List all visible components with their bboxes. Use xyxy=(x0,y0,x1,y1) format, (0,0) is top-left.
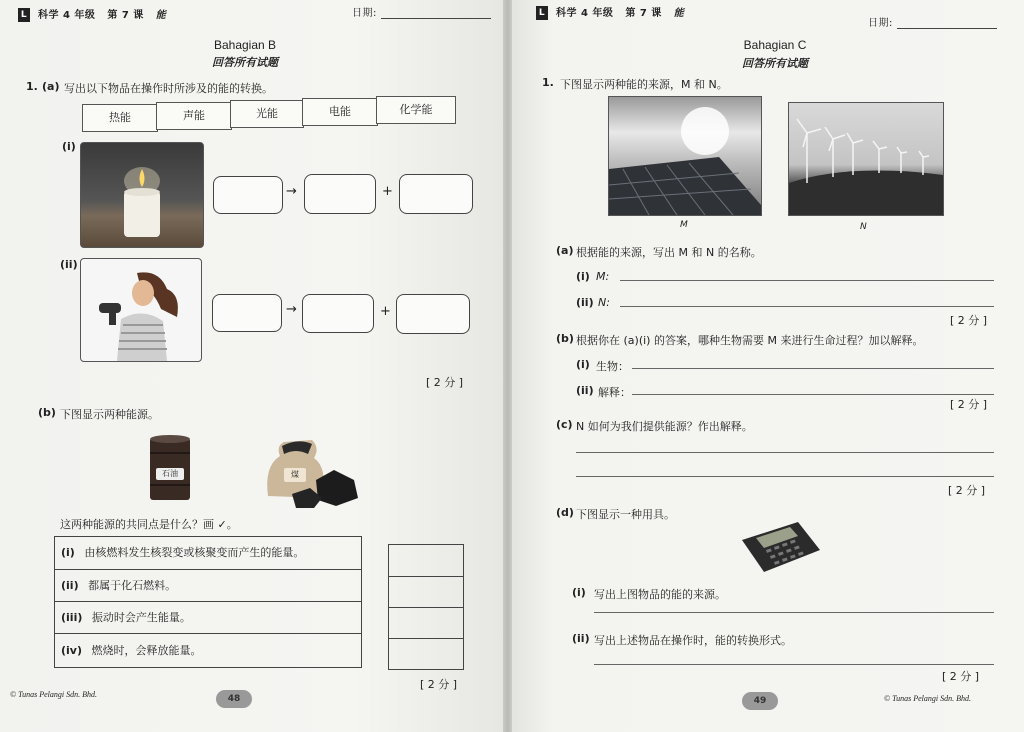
tick-cell-iv[interactable] xyxy=(389,638,463,670)
candle-photo xyxy=(80,142,204,248)
answer-line-m[interactable] xyxy=(620,280,994,281)
answer-box-i-3[interactable] xyxy=(399,174,473,214)
part-a-ii-label: N: xyxy=(598,296,610,309)
question-intro: 下图显示两种能的来源，M 和 N。 xyxy=(560,78,728,91)
header-chapter: 第 7 课 xyxy=(107,10,144,21)
part-d-i-text: 写出上图物品的能的来源。 xyxy=(594,588,726,601)
answer-line-organism[interactable] xyxy=(632,368,994,369)
right-page xyxy=(512,0,1024,732)
label-m: M xyxy=(680,220,688,230)
energy-option-heat: 热能 xyxy=(82,104,158,132)
hairdryer-photo xyxy=(80,258,202,362)
part-d-ii: (ii) xyxy=(572,632,590,645)
answer-line-d-i[interactable] xyxy=(594,612,994,613)
item-ii-label: (ii) xyxy=(60,258,78,271)
tick-cell-i[interactable] xyxy=(389,545,463,576)
coal-sack xyxy=(262,436,362,510)
plus-ii: + xyxy=(380,304,391,319)
page-number: 49 xyxy=(742,692,778,710)
mark-b: [ 2 分 ] xyxy=(420,678,458,691)
part-b-text: 根据你在 (a)(i) 的答案，哪种生物需要 M 来进行生命过程？加以解释。 xyxy=(576,334,924,347)
choice-text: 燃烧时，会释放能量。 xyxy=(91,644,202,657)
energy-option-light: 光能 xyxy=(230,100,304,128)
answer-box-ii-1[interactable] xyxy=(212,294,282,332)
footer-copyright: © Tunas Pelangi Sdn. Bhd. xyxy=(884,694,971,703)
choice-num: (iv) xyxy=(61,644,82,657)
choice-num: (iii) xyxy=(61,611,83,624)
question-number: 1. xyxy=(542,76,554,89)
answer-box-ii-2[interactable] xyxy=(302,294,374,333)
oil-barrel xyxy=(148,434,192,504)
choice-row-iii xyxy=(55,601,361,633)
calculator-icon xyxy=(738,518,822,576)
part-b-text: 下图显示两种能源。 xyxy=(60,408,159,421)
part-a-text: 根据能的来源，写出 M 和 N 的名称。 xyxy=(576,246,762,259)
part-b-ii: (ii) xyxy=(576,384,594,397)
arrow-ii: → xyxy=(286,302,297,317)
date-field xyxy=(868,14,997,29)
answer-line-d-ii[interactable] xyxy=(594,664,994,665)
plus-i: + xyxy=(382,184,393,199)
mark-b: [ 2 分 ] xyxy=(950,398,988,411)
choice-text: 都属于化石燃料。 xyxy=(88,579,177,592)
page-header-right xyxy=(536,4,684,20)
mark-c: [ 2 分 ] xyxy=(948,484,986,497)
choice-row-iv xyxy=(55,633,361,666)
section-title: Bahagian B xyxy=(213,38,277,52)
energy-option-sound: 声能 xyxy=(156,102,232,130)
date-label: 日期: xyxy=(352,8,377,19)
header-chapter: 第 7 课 xyxy=(625,8,662,19)
answer-line-explain[interactable] xyxy=(632,394,994,395)
part-a-instruction: 写出以下物品在操作时所涉及的能的转换。 xyxy=(64,82,273,95)
choice-num: (ii) xyxy=(61,579,79,592)
calculator-image xyxy=(738,518,822,576)
left-page xyxy=(0,0,505,732)
part-b-label: (b) xyxy=(556,332,574,345)
part-d-label: (d) xyxy=(556,506,574,519)
tick-cell-iii[interactable] xyxy=(389,607,463,639)
energy-option-chemical: 化学能 xyxy=(376,96,456,124)
header-topic: 能 xyxy=(155,10,167,21)
choice-row-i xyxy=(55,537,361,569)
page-header-left xyxy=(18,6,166,22)
part-d-ii-text: 写出上述物品在操作时，能的转换形式。 xyxy=(594,634,792,647)
choice-text: 振动时会产生能量。 xyxy=(91,611,191,624)
choice-row-ii xyxy=(55,569,361,601)
section-subtitle: 回答所有试题 xyxy=(742,57,808,70)
header-topic: 能 xyxy=(673,8,685,19)
date-field xyxy=(352,4,491,19)
question-number: 1. xyxy=(26,80,38,93)
part-a-label: (a) xyxy=(42,80,60,93)
wind-turbine-icon xyxy=(789,103,943,215)
part-a-label: (a) xyxy=(556,244,574,257)
part-a-i-label: M: xyxy=(596,270,610,283)
answer-line-n[interactable] xyxy=(620,306,994,307)
choice-num: (i) xyxy=(61,546,75,559)
date-line xyxy=(897,18,997,29)
energy-option-electric: 电能 xyxy=(302,98,378,126)
answer-line-c-1[interactable] xyxy=(576,452,994,453)
part-d-text: 下图显示一种用具。 xyxy=(576,508,675,521)
part-b-question: 这两种能源的共同点是什么？画 ✓。 xyxy=(60,518,238,531)
section-title: Bahagian C xyxy=(743,38,807,52)
tick-cell-ii[interactable] xyxy=(389,576,463,608)
answer-box-i-2[interactable] xyxy=(304,174,376,214)
solar-panel-icon xyxy=(609,97,761,215)
publisher-logo-icon: L xyxy=(18,8,30,22)
header-subject: 科学 4 年级 xyxy=(37,10,96,21)
solar-panel-photo xyxy=(608,96,762,216)
date-line xyxy=(381,8,491,19)
part-c-text: N 如何为我们提供能源？作出解释。 xyxy=(576,420,753,433)
wind-turbine-photo xyxy=(788,102,944,216)
tick-column xyxy=(388,544,464,670)
candle-icon xyxy=(81,143,203,247)
coal-icon xyxy=(262,436,362,510)
section-subtitle: 回答所有试题 xyxy=(212,56,278,69)
answer-box-i-1[interactable] xyxy=(213,176,283,214)
mark-a: [ 2 分 ] xyxy=(950,314,988,327)
part-a-ii: (ii) xyxy=(576,296,594,309)
part-b-label: (b) xyxy=(38,406,56,419)
part-a-i: (i) xyxy=(576,270,590,283)
mark-a: [ 2 分 ] xyxy=(426,376,464,389)
choice-text: 由核燃料发生核裂变或核聚变而产生的能量。 xyxy=(84,546,305,559)
answer-box-ii-3[interactable] xyxy=(396,294,470,334)
mark-d: [ 2 分 ] xyxy=(942,670,980,683)
publisher-logo-icon: L xyxy=(536,6,548,20)
woman-hairdryer-icon xyxy=(81,259,201,361)
arrow-i: → xyxy=(286,184,297,199)
part-b-i: (i) xyxy=(576,358,590,371)
part-d-i: (i) xyxy=(572,586,586,599)
date-label: 日期: xyxy=(868,18,893,29)
answer-line-c-2[interactable] xyxy=(576,476,994,477)
footer-copyright: © Tunas Pelangi Sdn. Bhd. xyxy=(10,690,97,699)
item-i-label: (i) xyxy=(62,140,76,153)
coal-label: 煤 xyxy=(291,470,299,479)
header-subject: 科学 4 年级 xyxy=(555,8,614,19)
choices-table xyxy=(54,536,362,668)
label-n: N xyxy=(860,222,867,232)
part-b-ii-label: 解释： xyxy=(598,386,631,399)
oil-label: 石油 xyxy=(162,469,178,478)
page-number: 48 xyxy=(216,690,252,708)
part-b-i-label: 生物： xyxy=(596,360,629,373)
part-c-label: (c) xyxy=(556,418,573,431)
